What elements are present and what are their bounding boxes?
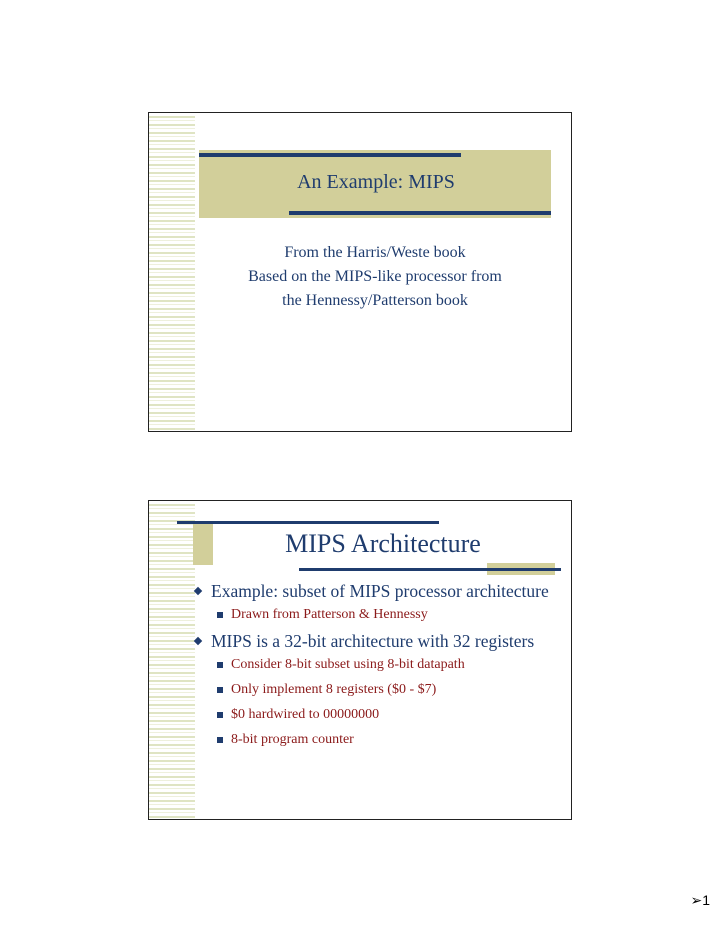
square-bullet-icon xyxy=(217,737,223,743)
slide-title: MIPS Architecture xyxy=(285,529,481,558)
top-rule xyxy=(199,153,461,157)
diamond-bullet-icon xyxy=(194,587,202,595)
bullet-item: Example: subset of MIPS processor architecture xyxy=(193,581,561,602)
sub-bullet-item: 8-bit program counter xyxy=(193,731,561,749)
page-number: ➢1 xyxy=(690,892,710,908)
sub-bullet-item: $0 hardwired to 00000000 xyxy=(193,706,561,724)
tan-block-left xyxy=(193,523,213,565)
square-bullet-icon xyxy=(217,662,223,668)
sub-bullet-item: Drawn from Patterson & Hennessy xyxy=(193,606,561,624)
slide-2 xyxy=(148,500,572,820)
subtitle-line: the Hennessy/Patterson book xyxy=(282,292,468,309)
square-bullet-icon xyxy=(217,687,223,693)
top-rule xyxy=(177,521,439,524)
stripe-decoration xyxy=(149,113,195,431)
square-bullet-icon xyxy=(217,612,223,618)
subtitle-line: From the Harris/Weste book xyxy=(284,244,466,261)
stripe-decoration xyxy=(149,501,195,819)
slide-title: An Example: MIPS xyxy=(297,171,455,193)
bullet-item: MIPS is a 32-bit architecture with 32 registers xyxy=(193,631,561,652)
square-bullet-icon xyxy=(217,712,223,718)
sub-bullet-item: Only implement 8 registers ($0 - $7) xyxy=(193,681,561,699)
bullet-list xyxy=(193,581,561,756)
diamond-bullet-icon xyxy=(194,637,202,645)
slide-1 xyxy=(148,112,572,432)
slide-subtitle xyxy=(201,241,549,313)
sub-bullet-item: Consider 8-bit subset using 8-bit datapath xyxy=(193,656,561,674)
subtitle-line: Based on the MIPS-like processor from xyxy=(248,268,502,285)
bottom-rule xyxy=(299,568,561,571)
bottom-rule xyxy=(289,211,551,215)
